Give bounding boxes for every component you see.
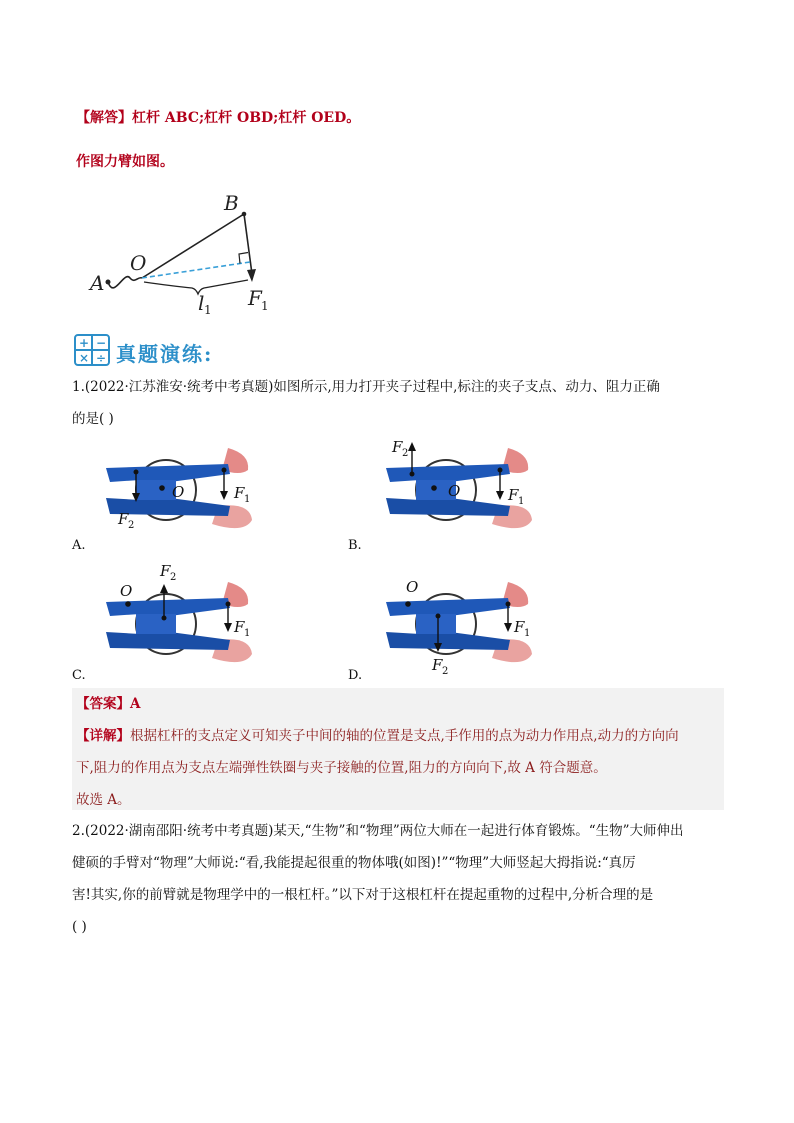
option-b-label-f2-sub: 2 bbox=[402, 448, 409, 459]
option-d-label-f1-sub: 1 bbox=[524, 628, 531, 639]
svg-text:+: + bbox=[79, 336, 90, 350]
option-c-label-o: O bbox=[120, 582, 133, 600]
answer-line bbox=[76, 694, 140, 714]
detail-text-1: 根据杠杆的支点定义可知夹子中间的轴的位置是支点,手作用的点为动力作用点,动力的方向向 bbox=[130, 728, 679, 744]
detail-label: 【详解】 bbox=[76, 728, 130, 744]
option-b-label-f1-sub: 1 bbox=[518, 496, 525, 507]
option-d-label-f2: F bbox=[432, 656, 443, 674]
svg-text:−: − bbox=[96, 336, 107, 350]
label-B: B bbox=[224, 191, 239, 215]
label-l-sub: 1 bbox=[204, 303, 212, 315]
label-F: F bbox=[248, 286, 262, 310]
option-c-figure bbox=[100, 560, 260, 672]
option-c-label-f1-sub: 1 bbox=[244, 628, 251, 639]
q2-line-4: ( ) bbox=[72, 919, 87, 935]
option-b-label-f2: F bbox=[392, 438, 403, 456]
q1-line-1: 1.(2022·江苏淮安·统考中考真题)如图所示,用力打开夹子过程中,标注的夹子支点、动力、阻力正确 bbox=[72, 379, 660, 395]
svg-text:÷: ÷ bbox=[96, 351, 107, 365]
section-title: 真题演练: bbox=[116, 342, 214, 366]
option-a-label-o: O bbox=[172, 483, 185, 501]
svg-text:×: × bbox=[79, 351, 90, 365]
option-c-label-f2: F bbox=[160, 562, 171, 580]
option-d-figure bbox=[380, 570, 540, 680]
option-b-label-f1: F bbox=[508, 486, 519, 504]
option-a-label-f2-sub: 2 bbox=[128, 520, 135, 531]
q2-line-3: 害!其实,你的前臂就是物理学中的一根杠杆。”以下对于这根杠杆在提起重物的过程中,分析合理的是 bbox=[72, 887, 654, 903]
q1-line-2: 的是( ) bbox=[72, 411, 114, 427]
option-b-letter: B. bbox=[348, 538, 362, 553]
option-c-letter: C. bbox=[72, 668, 86, 683]
solution-line-2: 作图力臂如图。 bbox=[76, 154, 174, 170]
option-c-label-f1: F bbox=[234, 618, 245, 636]
detail-text-2: 下,阻力的作用点为支点左端弹性铁圈与夹子接触的位置,阻力的方向向下,故 A 符合题意。 bbox=[76, 760, 607, 776]
option-a-label-f1: F bbox=[234, 484, 245, 502]
label-A: A bbox=[90, 271, 105, 295]
option-d-letter: D. bbox=[348, 668, 363, 683]
label-l: l bbox=[198, 291, 205, 315]
option-d-label-f2-sub: 2 bbox=[442, 666, 449, 677]
option-c-label-f2-sub: 2 bbox=[170, 572, 177, 583]
option-a-label-f2: F bbox=[118, 510, 129, 528]
calculator-icon bbox=[74, 334, 110, 366]
lever-arm-figure bbox=[80, 190, 290, 315]
option-a-letter: A. bbox=[72, 538, 86, 553]
option-a-figure bbox=[100, 440, 260, 540]
detail-line-1 bbox=[76, 726, 679, 746]
answer-label: 【答案】 bbox=[76, 696, 130, 712]
option-a-label-f1-sub: 1 bbox=[244, 494, 251, 505]
label-O: O bbox=[130, 251, 147, 275]
option-b-figure bbox=[380, 436, 540, 540]
conclusion-text: 故选 A。 bbox=[76, 792, 131, 808]
answer-value: A bbox=[130, 696, 141, 712]
q2-line-2: 健硕的手臂对“物理”大师说:“看,我能提起很重的物体哦(如图)!”“物理”大师竖起大拇指说:“真厉 bbox=[72, 855, 636, 871]
solution-line-1: 【解答】杠杆 ABC;杠杆 OBD;杠杆 OED。 bbox=[76, 110, 361, 126]
option-d-label-o: O bbox=[406, 578, 419, 596]
option-d-label-f1: F bbox=[514, 618, 525, 636]
option-b-label-o: O bbox=[448, 482, 461, 500]
q2-line-1: 2.(2022·湖南邵阳·统考中考真题)某天,“生物”和“物理”两位大师在一起进行体育锻炼。“生物”大师伸出 bbox=[72, 823, 684, 839]
answer-box bbox=[72, 688, 724, 810]
label-F-sub: 1 bbox=[261, 299, 269, 313]
